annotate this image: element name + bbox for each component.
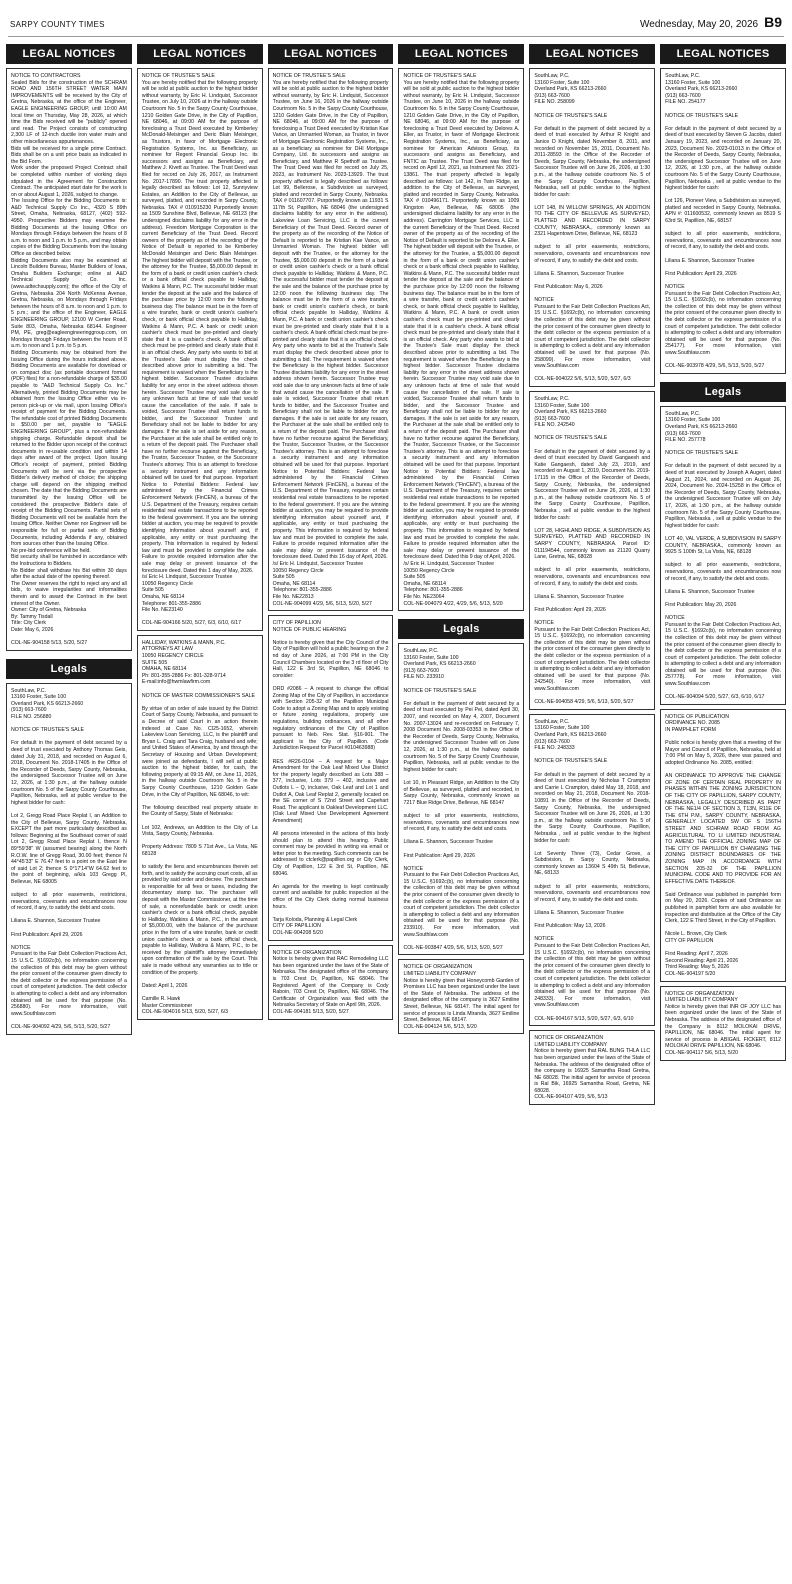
notice-text: NOTICE OF ORGANIZATION LIMITED LIABILITY COMPANY Notice is hereby given that RAL BUNG THLA LLC has been organized under the laws of the State of Nebraska. The address of the designated office of the company is 16925 Samantha Road Gretna, NE 68028. The initial agent for service of process is Ral Bik, 16925 Samantha Road, Gretna, NE 68028. COL-NE-904107 4/29, 5/6, 5/13	[534, 1035, 651, 1101]
notice-text: NOTICE OF ORGANIZATION Notice is hereby given that RAC Remodeling LLC has been organized under the laws of the State of Nebraska. The designated office of the company is 703 Crest Dr, Papillion, NE 68046. The Registered Agent of the Company is Cody Raboin, 703 Crest Dr, Papillion, NE 68046. The Certificate of Organization was filed with the Nebraska Secretary of State on April 9th, 2026. COL-NE-904181 5/13, 5/20, 5/27	[272, 949, 389, 1015]
section-banner: Legals	[398, 619, 524, 639]
section-banner: Legals	[6, 659, 132, 679]
column-5	[529, 40, 655, 1580]
notice-text: SouthLaw, P.C. 13160 Foster, Suite 100 Overland Park, KS 66213-2660 (913) 663-7600 FILE NO. 254177 NOTICE OF TRUSTEE'S SALE For default in the payment of debt secured by a deed of trust executed by Steven G Jacobs, dated January 19, 2023, and recorded on January 20, 2023, Document No. 2023-01013 in the Office of the Recorder of Deeds, Sarpy County, Nebraska, the undersigned Successor Trustee will on June 12, 2026, at 1:30 p.m., at the hallway outside courtroom No. 5 of the Sarpy County Courthouse, Papillion, Nebraska , sell at public vendue to the highest bidder for cash: Lot 126, Pioneer View, a Subdivision as surveyed, platted and recorded in Sarpy County, Nebraska. APN #: 011600532, commonly known as 8519 S 63rd St, Papillion, NE, 68157 subject to all prior easements, restrictions, reservations, covenants and encumbrances now of record, if any, to satisfy the debt and costs. Liliana E. Shannon, Successor Trustee First Publication: April 29, 2026 NOTICE Pursuant to the Fair Debt Collection Practices Act, 15 U.S.C. §1692c(b), no information concerning the collection of this debt may be given without the prior consent of the consumer given directly to the debt collector or the express permission of a court of competent jurisdiction. The debt collector is attempting to collect a debt and any information obtained will be used for that purpose (No. 254177). For more information, visit www.Southlaw.com COL-NE-903978 4/29, 5/6, 5/13, 5/20, 5/27	[665, 73, 781, 370]
column-1	[6, 40, 132, 1580]
legal-notice	[529, 68, 655, 387]
columns	[6, 40, 786, 1580]
legal-notice	[398, 959, 524, 1034]
column-3	[268, 40, 394, 1580]
section-banner: LEGAL NOTICES	[660, 44, 786, 64]
legal-notice	[268, 68, 394, 611]
section-banner: LEGAL NOTICES	[268, 44, 394, 64]
section-banner: LEGAL NOTICES	[6, 44, 132, 64]
column-2	[137, 40, 263, 1580]
notice-text: NOTICE TO CONTRACTORS Sealed Bids for the construction of the SCHRAM ROAD AND 156TH STREET WATER MAIN IMPROVEMENTS will be received by the City of Gretna, Nebraska, at the office of the Engineer, EAGLE ENGINEERING GROUP, until 10:00 AM local time on Thursday, May 28, 2026, at which time the Bids received will be "publicly" opened and read. The Project consists of constructing 2,300 LF of 12-inch ductile iron water main and other miscellaneous appurtenances. Bids will be received for a single prime Contract. Bids shall be on a unit price basis as indicated in the Bid Form. Work under the proposed Project Contract shall be completed within number of working days stipulated in the Agreement for Construction Contract. The anticipated start date for the work is on or about August 1, 2026, subject to change. The Issuing Office for the Bidding Documents is: A&D Technical Supply Co Inc., 4320 S 89th Street, Omaha, Nebraska, 68127, (402) 592-4950. Prospective Bidders may examine the Bidding Documents at the Issuing Office on Mondays through Fridays between the hours of 8 a.m. to noon and 1 p.m. to 5 p.m., and may obtain copies of the Bidding Documents from the Issuing Office as described below. Bidding Documents also may be examined at Lincoln Builders Bureau, Master Builders of Iowa, Omaha Builders Exchange; online at A&D Technical Supply Co. Inc. (www.adtechsupply.com); the office of the City of Gretna, Nebraska 204 North McKenna Avenue, Gretna, Nebraska, on Mondays through Fridays between the hours of 8 a.m. to noon and 1 p.m. to 5 p.m.; and the office of the Engineer, EAGLE ENGINEERING GROUP, 12100 W Center Road, Suite 803, Omaha, Nebraska 68144. Engineer PM, PE, greg@eagleengineeringgroup.com, on Mondays through Fridays between the hours of 8 a.m. to noon and 1 p.m. to 5 p.m. Bidding Documents may be obtained from the Issuing Office during the hours indicated above. Bidding Documents are available for download or on compact disc (as portable document format (PDF) files) for a non-refundable charge of $35.00 payable to "A&D Technical Supply Co. Inc." Alternatively, printed Bidding Documents may be obtained from the Issuing Office either via in-person pick-up or via mail, upon Issuing Office's receipt of payment for the Bidding Documents. The refundable cost of printed Bidding Documents is $50.00 per set, payable to "EAGLE ENGINEERING GROUP", plus a non-refundable shipping charge. Refundable deposit shall be returned to the Bidder upon receipt of the contract documents in re-usable condition and within 14 days after award of the project. Upon Issuing Office's receipt of payment, printed Bidding Documents will be sent via the prospective Bidder's delivery method of choice; the shipping charge will depend on the shipping method chosen. The date that the Bidding Documents are transmitted by the Issuing Office will be considered the prospective Bidder's date of receipt of the Bidding Documents. Partial sets of Bidding Documents will not be available from the Issuing Office. Neither Owner nor Engineer will be responsible for full or partial sets of Bidding Documents, including Addenda if any, obtained from sources other than the Issuing Office. No pre-bid conference will be held. Bid security shall be furnished in accordance with the Instructions to Bidders. No Bidder shall withdraw his Bid within 30 days after the actual date of the opening thereof. The Owner reserves the right to reject any and all bids, to waive irregularities and informalities therein and to award the Contract in the best interest of the Owner. Owner: City of Gretna, Nebraska By: Tammy Tisdall Title: City Clerk Date: May 6, 2026 COL-NE-904158 5/13, 5/20, 5/27	[11, 73, 127, 647]
legal-notice	[660, 709, 786, 982]
notice-text: NOTICE OF TRUSTEE'S SALE You are hereby notified that the following property will be sold at public auction to the highest bidder without warranty, by Eric H. Lindquist, Successor Trustee, on July 10, 2026 at in the hallway outside Courtroom No. 5 in the Sarpy County Courthouse, 1210 Golden Gate Drive, in the City of Papillion, NE 68046, at 09:00 AM for the purpose of foreclosing a Trust Deed executed by Kimberley McDonald-Meisinger and Deric Blain Meisinger, as Trustors, in favor of Mortgage Electronic Registration Systems, Inc. as Beneficiary, as nominee for Regent Financial Group Inc. its successors and assigns as Beneficiary, and Matthew J. Kivett as Trustee. The Trust Deed was filed for record on July 26, 2017, as Instrument No. 2017-17890. The trust property affected is legally described as follows: Lot 12, Sunnyview Estates, an Addition to the City of Bellevue, as surveyed, platted, and recorded in Sarpy County, Nebraska. TAX # 010915230 Purportedly known as 1509 Sunshine Blvd, Bellevue, NE 68123 (the undersigned disclaims liability for any error in the address). Freedom Mortgage Corporation is the current Beneficiary of the Trust Deed. Record owners of the property as of the recording of the Notice of Default is reported to be Kimberley McDonald Meisinger and Deric Blain Meisinger. The highest bidder will deposit with the Trustee, or the attorney for the Trustee, $5,000.00 deposit in the form of a bank or credit union cashier's check or a bank official check payable to Halliday, Watkins & Mann, P.C. The successful bidder must tender the deposit at the sale and the balance of the purchase price by 12:00 noon the following business day. The balance must be in the form of a wire transfer, bank or credit union's cashier's check, or bank official check payable to Halliday, Watkins & Mann, P.C. A bank or credit union cashier's check must be pre-printed and clearly state that it is a cashier's check. A bank official check must be pre-printed and clearly state that it is an official check. Any party who wants to bid at the Trustee's Sale must display the check described above prior to submitting a bid. The requirement is waived when the Beneficiary is the highest bidder. Successor Trustee disclaims liability for any error in the street address shown herein. Successor Trustee may void sale due to any unknown facts at time of sale that would cause the cancellation of the sale. If sale is voided, Successor Trustee shall return funds to bidder, and the Successor Trustee and Beneficiary shall not be liable to bidder for any damages. If the sale is set aside for any reason, the Purchaser at the sale shall be entitled only to a return of the deposit paid. The Purchaser shall have no further recourse against the Beneficiary, the Trustor, Successor Trustee, or the Successor Trustee's attorney. This is an attempt to foreclose a security instrument and any information obtained will be used for that purpose. Important Notice to Potential Bidders: Federal law administered by the Financial Crimes Enforcement Network (FinCEN), a bureau of the U.S. Department of the Treasury, requires certain residential real estate transactions to be reported to the federal government. If you are the winning bidder at auction, you may be required to provide identifying information about yourself and, if applicable, any entity or trust purchasing the property. This information is required by federal law and must be provided to complete the sale. Failure to provide required information after the sale may delay or prevent issuance of the foreclosure deed. Dated this 1 day of May, 2026. /s/ Eric H. Lindquist, Successor Trustee 10050 Regency Circle Suite 505 Omaha, NE 68114 Telephone: 801-355-2886 File No. NE23140 COL-NE-904166 5/20, 5/27, 6/3, 6/10, 6/17	[141, 73, 258, 627]
page-number: B9	[764, 14, 782, 30]
section-banner: LEGAL NOTICES	[137, 44, 263, 64]
notice-text: SouthLaw, P.C. 13160 Foster, Suite 100 Overland Park, KS 66213-2660 (913) 663-7600 FILE NO. 233910 NOTICE OF TRUSTEE'S SALE For default in the payment of debt secured by a deed of trust executed by Pei Pei, dated April 30, 2007, and recorded on May 4, 2007, Document No. 2007-13024 and re-recorded on February 7, 2008 Document No. 2008-03353 in the Office of the Recorder of Deeds, Sarpy County, Nebraska, the undersigned Successor Trustee will on June 12, 2026, at 1:30 p.m., at the hallway outside courtroom No. 5 of the Sarpy County Courthouse, Papillion, Nebraska, sell at public vendue to the highest bidder for cash: Lot 10, in Pleasant Ridge, an Addition to the City of Bellevue, as surveyed, platted and recorded, in Sarpy County, Nebraska, commonly known as 7217 Blue Ridge Drive, Bellevue, NE 68147 subject to all prior easements, restrictions, reservations, covenants and encumbrances now of record, if any, to satisfy the debt and costs. Liliana E. Shannon, Successor Trustee First Publication: April 29, 2026 NOTICE Pursuant to the Fair Debt Collection Practices Act, 15 U.S.C. §1692c(b), no information concerning the collection of this debt may be given without the prior consent of the consumer given directly to the debt collector or the express permission of a court of competent jurisdiction. The debt collector is attempting to collect a debt and any information obtained will be used for that purpose (No. 233910). For more information, visit www.Southlaw.com COL-NE-903847 4/29, 5/6, 5/13, 5/20, 5/27	[403, 648, 520, 951]
notice-text: CITY OF PAPILLION NOTICE OF PUBLIC HEARING Notice is hereby given that the City Council of the City of Papillion will hold a public hearing on the 2 nd day of June 2026, at 7:00 PM in the City Council Chambers located on the 3 rd floor of City Hall, 122 E 3rd St, Papillion, NE 68046 to consider: ORD #2086 – A request to change the official Zoning Map of the City of Papillion, in accordance with Section 205-32 of the Papillion Municipal Code to adopt a Zoning Map and to apply existing or future zoning regulations, property use regulations, building ordinances, and all other regulatory ordinances of the City of Papillion pursuant to Neb. Rev. Stat. §16-901. The applicant is the City of Papillion. (Code Jurisdiction Request for Parcel #010463988) RES #R26-0104 – A request for a Major Amendment for the Oak Leaf Mixed Use District for the property legally described as Lots 388 – 377, inclusive, Lots 379 – 402, inclusive and Outlots L – Q, inclusive, Oak Leaf and Lot 1 and Outlot A, Oak Leaf Replat 2, generally located on the SE corner of S 72nd Street and Capehart Road. The applicant is Oakleaf Development LLC. (Oak Leaf Mixed Use Development Agreement Amendment) All persons interested in the actions of this body should plan to attend this hearing. Public comment may be provided in writing via email or letter prior to the meeting. Such comments can be addressed to ctclerk@papillion.org or City Clerk, City of Papillion, 122 E 3rd St, Papillion, NE 68046. An agenda for the meeting is kept continually current and available for public inspection at the office of the City Clerk during normal business hours. Tarja Koloda, Planning & Legal Clerk CITY OF PAPILLION COL-NE-904208 5/20	[272, 620, 389, 936]
legal-notice	[6, 68, 132, 651]
legal-notice	[398, 68, 524, 611]
legal-notice	[398, 643, 524, 955]
notice-text: SouthLaw, P.C. 13160 Foster, Suite 100 Overland Park, KS 66213-2660 (913) 663-7600 FILE NO. 248333 NOTICE OF TRUSTEE'S SALE For default in the payment of debt secured by a deed of trust executed by Nicholas T Crampton and Carrie L Crampton, dated May 18, 2018, and recorded on May 21, 2018, Document No. 2018-10891 in the Office of the Recorder of Deeds, Sarpy County, Nebraska, the undersigned Successor Trustee will on June 26, 2026, at 1:30 p.m., at the hallway outside courtroom No. 5 of the Sarpy County Courthouse, Papillion, Nebraska , sell at public vendue to the highest bidder for cash: Lot Seventy Three (73), Cedar Grove, a Subdivision, in Sarpy County, Nebraska, commonly known as 13604 S 49th St, Bellevue, NE, 68133 subject to all prior easements, restrictions, reservations, covenants and encumbrances now of record, if any, to satisfy the debt and costs. Liliana E. Shannon, Successor Trustee First Publication: May 13, 2026 NOTICE Pursuant to the Fair Debt Collection Practices Act, 15 U.S.C. §1692c(b), no information concerning the collection of this debt may be given without the prior consent of the consumer given directly to the debt collector or the express permission of a court of competent jurisdiction. The debt collector is attempting to collect a debt and any information obtained will be used for that purpose (No. 248333). For more information, visit www.Southlaw.com COL-NE-904167 5/13, 5/20, 5/27, 6/3, 6/10	[534, 718, 651, 1022]
legal-notice	[268, 945, 394, 1020]
section-banner: LEGAL NOTICES	[529, 44, 655, 64]
newspaper-name: SARPY COUNTY TIMES	[10, 20, 105, 29]
legal-notice	[529, 714, 655, 1026]
column-4	[398, 40, 524, 1580]
notice-text: SouthLaw, P.C. 13160 Foster, Suite 100 Overland Park, KS 66213-2660 (913) 663-7600 FILE NO. 257778 NOTICE OF TRUSTEE'S SALE For default in the payment of debt secured by a deed of trust executed by Joseph A Augeri, dated August 21, 2024, and recorded on August 26, 2024, Document No. 2024-15258 in the Office of the Recorder of Deeds, Sarpy County, Nebraska, the undersigned Successor Trustee will on July 17, 2026, at 1:30 p.m., at the hallway outside courtroom No. 5 of the Sarpy County Courthouse, Papillion, Nebraska , sell at public vendue to the highest bidder for cash: LOT 40, VAL VERDE, A SUBDIVISION IN SARPY COUNTY, NEBRASKA., commonly known as 9925 S 100th St, La Vista, NE, 68128 subject to all prior easements, restrictions, reservations, covenants and encumbrances now of record, if any, to satisfy the debt and costs. Liliana E. Shannon, Successor Trustee First Publication: May 20, 2026 NOTICE Pursuant to the Fair Debt Collection Practices Act, 15 U.S.C. §1692c(b), no information concerning the collection of this debt may be given without the prior consent of the consumer given directly to the debt collector or the express permission of a court of competent jurisdiction. The debt collector is attempting to collect a debt and any information obtained will be used for that purpose (No. 257778). For more information, visit www.Southlaw.com COL-NE-904094 5/20, 5/27, 6/3, 6/10, 6/17	[665, 410, 781, 701]
legal-notice	[137, 635, 263, 1020]
notice-text: NOTICE OF TRUSTEE'S SALE You are hereby notified that the following property will be sold at public auction to the highest bidder without warranty, by Eric H. Lindquist, Successor Trustee, on June 10, 2026 in the hallway outside Courtroom No. 5 in the Sarpy County Courthouse, 1210 Golden Gate Drive, in the City of Papillion, NE 68046, at 09:00 AM for the purpose of foreclosing a Trust Deed executed by Delores A. Eller, as Trustor, in favor of Mortgage Electronic Registration Systems, Inc., as Beneficiary, as nominee for American Advisors Group, its successors and assigns as Beneficiary, and FNTIC as Trustee. The Trust Deed was filed for record on April 12, 2021, as Instrument No. 2021-13861. The trust property affected is legally described as follows: Lot 142, in Twin Ridge, an addition to the City of Bellevue, as surveyed, platted and recorded in Sarpy County, Nebraska. TAX # 010496171. Purportedly known as 1009 Kingston Ave, Bellevue, NE 68005 (the undersigned disclaims liability for any error in the address). Carrington Mortgage Services, LLC is the current Beneficiary of the Trust Deed. Record owner of the property as of the recording of the Notice of Default is reported to be Delores A. Eller. The highest bidder will deposit with the Trustee, or the attorney for the Trustee, a $5,000.00 deposit in the form of a bank or credit union cashier's check or a bank official check payable to Halliday, Watkins & Mann, P.C. The successful bidder must tender the deposit at the sale and the balance of the purchase price by 12:00 noon the following business day. The balance must be in the form of a wire transfer, bank or credit union's cashier's check, or bank official check payable to Halliday, Watkins & Mann, P.C. A bank or credit union cashier's check must be pre-printed and clearly state that it is a cashier's check. A bank official check must be pre-printed and clearly state that it is an official check. Any party who wants to bid at the Trustee's Sale must display the check described above prior to submitting a bid. The requirement is waived when the Beneficiary is the highest bidder. Successor Trustee disclaims liability for any error in the street address shown herein. Successor Trustee may void sale due to any unknown facts at time of sale that would cause the cancellation of the sale. If sale is voided, Successor Trustee shall return funds to bidder, and the Successor Trustee and Beneficiary shall not be liable to bidder for any damages. If the sale is set aside for any reason, the Purchaser at the sale shall be entitled only to a return of the deposit paid. The Purchaser shall have no further recourse against the Beneficiary, the Trustor, Successor Trustee, or the Successor Trustee's attorney. This is an attempt to foreclose a security instrument and any information obtained will be used for that purpose. Important Notice to Potential Bidders: Federal law administered by the Financial Crimes Enforcement Network ("FinCEN"), a bureau of the U.S. Department of the Treasury, requires certain residential real estate transactions to be reported to the federal government. If you are the winning bidder at auction, you may be required to provide identifying information about yourself and, if applicable, any entity or trust purchasing the property. This information is required by federal law and must be provided to complete the sale. Failure to provide required information after the sale may delay or prevent issuance of the foreclosure deed. Dated this 9 day of April, 2026. /s/ Eric H. Lindquist, Successor Trustee 10050 Regency Circle Suite 505 Omaha, NE 68114 Telephone: 801-355-2886 File No. NE23064 COL-NE-904079 4/22, 4/29, 5/6, 5/13, 5/20	[403, 73, 520, 607]
legal-notice	[660, 406, 786, 705]
notice-text: NOTICE OF PUBLICATION ORDINANCE NO. 2085 IN PAMPHLET FORM Public notice is hereby given that a meeting of the Mayor and Council of Papillion, Nebraska, held at 7:00 PM on May 5, 2026, there was passed and adopted Ordinance No. 2085, entitled: AN ORDINANCE TO APPROVE THE CHANGE OF ZONE OF CERTAIN REAL PROPERTY IN PHASES WITHIN THE ZONING JURISDICTION OF THE CITY OF PAPILLION, SARPY COUNTY, NEBRASKA, LEGALLY DESCRIBED AS PART OF THE NE1/4 OF SECTION 3, T13N, R11E OF THE 6TH P.M., SARPY COUNTY, NEBRASKA, GENERALLY LOCATED SW OF S 156TH STREET AND SCHRAM ROAD FROM AG AGRICULTURAL TO LI LIMITED INDUSTRIAL TO AMEND THE OFFICIAL ZONING MAP OF THE CITY OF PAPILLION BY CHANGING THE ZONING DISTRICT BOUNDARIES OF THE ZONING MAP IN ACCORDANCE WITH SECTION 205-32 OF THE PAPILLION MUNICIPAL CODE AND TO PROVIDE FOR AN EFFECTIVE DATE THEREOF. Said Ordinance was published in pamphlet form on May 20, 2026. Copies of said Ordinance as published in pamphlet form are also available for inspection and distribution at the Office of the City Clerk, 122 E Third Street, in the City of Papillion. Nicole L. Brown, City Clerk CITY OF PAPILLION First Reading: April 7, 2026 Second Reading: April 21, 2026 Third Reading: May 5, 2026 COL-NE-904197 5/20	[665, 713, 781, 977]
legal-notice	[268, 615, 394, 941]
notice-text: NOTICE OF ORGANIZATION LIMITED LIABILITY COMPANY Notice is hereby given that INR OF JOY LLC has been organized under the laws of the State of Nebraska. The address of the designated office of the Company is 8112 MOLOKAI DRIVE, PAPILLION, NE 68046. The initial agent for service of process is ABIGAIL FICKERT, 8112 MOLOKAI DRIVE PAPILLION, NE 68046. COL-NE-904117 5/6, 5/13, 5/20	[665, 990, 781, 1056]
legal-notice	[529, 391, 655, 710]
notice-text: SouthLaw, P.C. 13160 Foster, Suite 100 Overland Park, KS 66213-2660 (913) 663-7600 FILE NO. 258099 NOTICE OF TRUSTEE'S SALE For default in the payment of debt secured by a deed of trust executed by Arthur R Knight and Janice D Knight, dated November 8, 2011, and recorded on November 15, 2011, Document No. 2011-28593 in the Office of the Recorder of Deeds, Sarpy County, Nebraska, the undersigned Successor Trustee will on June 26, 2026, at 1:30 p.m., at the hallway outside courtroom No. 5 of the Sarpy County Courthouse, Papillion, Nebraska, sell at public vendue to the highest bidder for cash: LOT 148, IN WILLOW SPRINGS, AN ADDITION TO THE CITY OF BELLEVUE AS SURVEYED, PLATTED AND RECORDED IN SARPY COUNTY, NEBRASKA., commonly known as 2321 Hagentown Drive, Bellevue, NE, 68123 subject to all prior easements, restrictions, reservations, covenants and encumbrances now of record, if any, to satisfy the debt and costs. Liliana E. Shannon, Successor Trustee First Publication: May 6, 2026 NOTICE Pursuant to the Fair Debt Collection Practices Act, 15 U.S.C. §1692c(b), no information concerning the collection of this debt may be given without the prior consent of the consumer given directly to the debt collector or the express permission of a court of competent jurisdiction. The debt collector is attempting to collect a debt and any information obtained will be used for that purpose (No. 258099). For more information, visit www.Southlaw.com COL-NE-904022 5/6, 5/13, 5/20, 5/27, 6/3	[534, 73, 651, 383]
legal-notice	[137, 68, 263, 631]
notice-text: HALLIDAY, WATKINS & MANN, P.C. ATTORNEYS AT LAW 10050 REGENCY CIRCLE SUITE 505 OMAHA, NE 68114 Ph: 801-355-2886 Fx: 801-328-9714 E-mail:info@hwmlawfirm.com NOTICE OF MASTER COMMISSIONER'S SALE By virtue of an order of sale issued by the District Court of Sarpy County, Nebraska, and pursuant to a Decree of said Court in an action therein indexed at Case No. CI25-1652, wherein Lakeview Loan Servicing, LLC, is the plaintiff and Bryan L. Craig and Tara Craig, husband and wife; and United States of America, by and through the Secretary of Housing and Urban Development; were joined as defendants, I will sell at public auction to the highest bidder, for cash, the following property at 09:15 AM, on June 11, 2026, in the hallway outside Courtroom No. 5 in the Sarpy County Courthouse, 1210 Golden Gate Drive, in the City of Papillion, NE 68046, to wit: The following described real property situate in the County of Sarpy, State of Nebraska: Lot 102, Andrews, an Addition to the City of La Vista, Sarpy County, Nebraska. Property Address: 7809 S 71st Ave., La Vista, NE 68128 to satisfy the liens and encumbrances therein set forth, and to satisfy the accruing court costs, all as provided by said order and decree. The purchaser is responsible for all fees or taxes, including the documentary stamp tax. The purchaser will deposit with the Master Commissioner, at the time of sale, a nonrefundable bank or credit union cashier's check or a bank official check, payable to Halliday, Watkins & Mann, P.C., in the amount of $5,000.00, with the balance of the purchase price in the form of a wire transfer, bank or credit union cashier's check or a bank official check, payable to Halliday, Watkins & Mann, P.C., to be received by the plaintiff's attorney immediately upon confirmation of the sale by the Court. This sale is made without any warranties as to title or condition of the property. Dated: April 1, 2026 Camille R. Hawk Master Commissioner COL-NE-904016 5/13, 5/20, 5/27, 6/3	[141, 639, 258, 1016]
legal-notice	[660, 986, 786, 1061]
legal-notice	[6, 683, 132, 1035]
page-header	[0, 0, 792, 40]
header-rule	[8, 36, 784, 37]
notice-text: NOTICE OF ORGANIZATION LIMITED LIABILITY COMPANY Notice is hereby given that Honeycomb Garden of Promises LLC has been organized under the laws of the State of Nebraska. The address of the designated office of the company is 3627 Emiline Street, Bellevue, NE 68147. The initial agent for service of process is Linda Miranda, 3627 Emiline Street, Bellevue, NE 68147. COL-NE-904124 5/6, 5/13, 5/20	[403, 964, 520, 1030]
legal-notice	[660, 68, 786, 374]
notice-text: SouthLaw, P.C. 13160 Foster, Suite 100 Overland Park, KS 66213-2660 (913) 663-7600 FILE NO. 242540 NOTICE OF TRUSTEE'S SALE For default in the payment of debt secured by a deed of trust executed by David Gangaesh and Katie Gangaesh, dated July 23, 2019, and recorded on August 1, 2019, Document No. 2019-17115 in the Office of the Recorder of Deeds, Sarpy County, Nebraska, the undersigned Successor Trustee will on June 26, 2026, at 1:30 p.m., at the hallway outside courtroom No. 5 of the Sarpy County Courthouse, Papillion, Nebraska , sell at public vendue to the highest bidder for cash: LOT 28, HIGHLAND RIDGE, A SUBDIVISION AS SURVEYED, PLATTED AND RECORDED IN SARPY COUNTY, NEBRASKA. Parcel ID: 011194544, commonly known as 21120 Quarry Lane, Gretna, NE, 68028 subject to all prior easements, restrictions, reservations, covenants and encumbrances now of record, if any, to satisfy the debt and costs. Liliana E. Shannon, Successor Trustee First Publication: April 29, 2026 NOTICE Pursuant to the Fair Debt Collection Practices Act, 15 U.S.C. §1692c(b), no information concerning the collection of this debt may be given without the prior consent of the consumer given directly to the debt collector or the express permission of a court of competent jurisdiction. The debt collector is attempting to collect a debt and any information obtained will be used for that purpose (No. 242540). For more information, visit www.Southlaw.com COL-NE-904058 4/29, 5/6, 5/13, 5/20, 5/27	[534, 395, 651, 706]
legal-notice	[529, 1030, 655, 1105]
notice-text: SouthLaw, P.C. 13160 Foster, Suite 100 Overland Park, KS 66213-2660 (913) 663-7600 FILE NO. 256880 NOTICE OF TRUSTEE'S SALE For default in the payment of debt secured by a deed of trust executed by Anthony Thomas Geis, dated July 31, 2018, and recorded on August 6, 2018, Document No. 2018-17405 in the Office of the Recorder of Deeds, Sarpy County, Nebraska, the undersigned Successor Trustee will on June 12, 2026, at 1:30 p.m., at the hallway outside courtroom No. 5 of the Sarpy County Courthouse, Papillion, Nebraska, sell at public vendue to the highest bidder for cash: Lot 2, Gregg Road Place Replat I, an Addition to the City of Bellevue, Sarpy County, Nebraska, EXCEPT the part more particularly described as follows: Beginning at the Southeast corner of said Lot 2, Gregg Road Place Replat I, thence N 89°59'38" W (assumed bearing) along the North R.O.W. line of Gregg Road, 30.00 feet; thence N 44°45'33" E 76.47 feet to a point on the East line of said Lot 2; thence S 0°17'14"W 64.62 feet to the point of beginning, a/k/a 103 Gregg Pl, Bellevue, NE 68005 subject to all prior easements, restrictions, reservations, covenants and encumbrances now of record, if any, to satisfy the debt and costs. Liliana E. Shannon, Successor Trustee First Publication: April 29, 2026 NOTICE Pursuant to the Fair Debt Collection Practices Act, 15 U.S.C. §1692c(b), no information concerning the collection of this debt may be given without the prior consent of the consumer given directly to the debt collector or the express permission of a court of competent jurisdiction. The debt collector is attempting to collect a debt and any information obtained will be used for that purpose (No. 256880). For more information, visit www.Southlaw.com COL-NE-904092 4/29, 5/6, 5/13, 5/20, 5/27	[11, 687, 127, 1030]
issue-date	[640, 14, 782, 30]
column-6	[660, 40, 786, 1580]
section-banner: Legals	[660, 382, 786, 402]
section-banner: LEGAL NOTICES	[398, 44, 524, 64]
notice-text: NOTICE OF TRUSTEE'S SALE You are hereby notified that the following property will be sold at public auction to the highest bidder without warranty, by Eric H. Lindquist, Successor Trustee, on June 16, 2026 in the hallway outside Courtroom No. 5 in the Sarpy County Courthouse, 1210 Golden Gate Drive, in the City of Papillion, NE 68046, at 09:00 AM for the purpose of foreclosing a Trust Deed executed by Kristian Kae Vance, an Unmarried Woman, as Trustor, in favor of Mortgage Electronic Registration Systems, Inc., as a beneficiary as nominee for DHI Mortgage Company, Ltd. its successors and assigns as Beneficiary, and Matthew R Spethoff as Trustee. The Trust Deed was filed for record on July 25, 2023, as Instrument No. 2023-13929. The trust property affected is legally described as follows: Lot 99, Bellerose, a Subdivision as surveyed, platted and recorded in Sarpy County, Nebraska. TAX # 011607707. Purportedly known as 11931 S 117th St, Papillion, NE 68046 (the undersigned disclaims liability for any error in the address). Lakeview Loan Servicing, LLC is the current Beneficiary of the Trust Deed. Record owner of the property as of the recording of the Notice of Default is reported to be Kristian Kae Vance, an Unmarried Woman. The highest bidder will deposit with the Trustee, or the attorney for the Trustee, $5,000.00 deposit in the form of a bank or credit union cashier's check or a bank official check payable to Halliday, Watkins & Mann, P.C. The successful bidder must tender the deposit at the sale and the balance of the purchase price by 12:00 noon the following business day. The balance must be in the form of a wire transfer, bank or credit union's cashier's check, or bank official check payable to Halliday, Watkins & Mann, P.C. A bank or credit union cashier's check must be pre-printed and clearly state that it is a cashier's check. A bank official check must be pre-printed and clearly state that it is an official check. Any party who wants to bid at the Trustee's Sale must display the check described above prior to submitting a bid. The requirement is waived when the Beneficiary is the highest bidder. Successor Trustee disclaims liability for any error in the street address shown herein. Successor Trustee may void sale due to any unknown facts at time of sale that would cause the cancellation of the sale. If sale is voided, Successor Trustee shall return funds to bidder, and the Successor Trustee and Beneficiary shall not be liable to bidder for any damages. If the sale is set aside for any reason, the Purchaser at the sale shall be entitled only to a return of the deposit paid. The Purchaser shall have no further recourse against the Beneficiary, the Trustor, Successor Trustee, or the Successor Trustee's attorney. This is an attempt to foreclose a security instrument and any information obtained will be used for that purpose. Important Notice to Potential Bidders: Federal law administered by the Financial Crimes Enforcement Network (FinCEN), a bureau of the U.S. Department of the Treasury, requires certain residential real estate transactions to be reported to the federal government. If you are the winning bidder at auction, you may be required to provide identifying information about yourself and, if applicable, any entity or trust purchasing the property. This information is required by federal law and must be provided to complete the sale. Failure to provide required information after the sale may delay or prevent issuance of the foreclosure deed. Dated this 16 day of April, 2026. /s/ Eric H. Lindquist, Successor Trustee 10050 Regency Circle Suite 505 Omaha, NE 68114 Telephone: 801-355-2886 File No. NE22813 COL-NE-904099 4/29, 5/6, 5/13, 5/20, 5/27	[272, 73, 389, 607]
date-text: Wednesday, May 20, 2026	[640, 19, 759, 30]
